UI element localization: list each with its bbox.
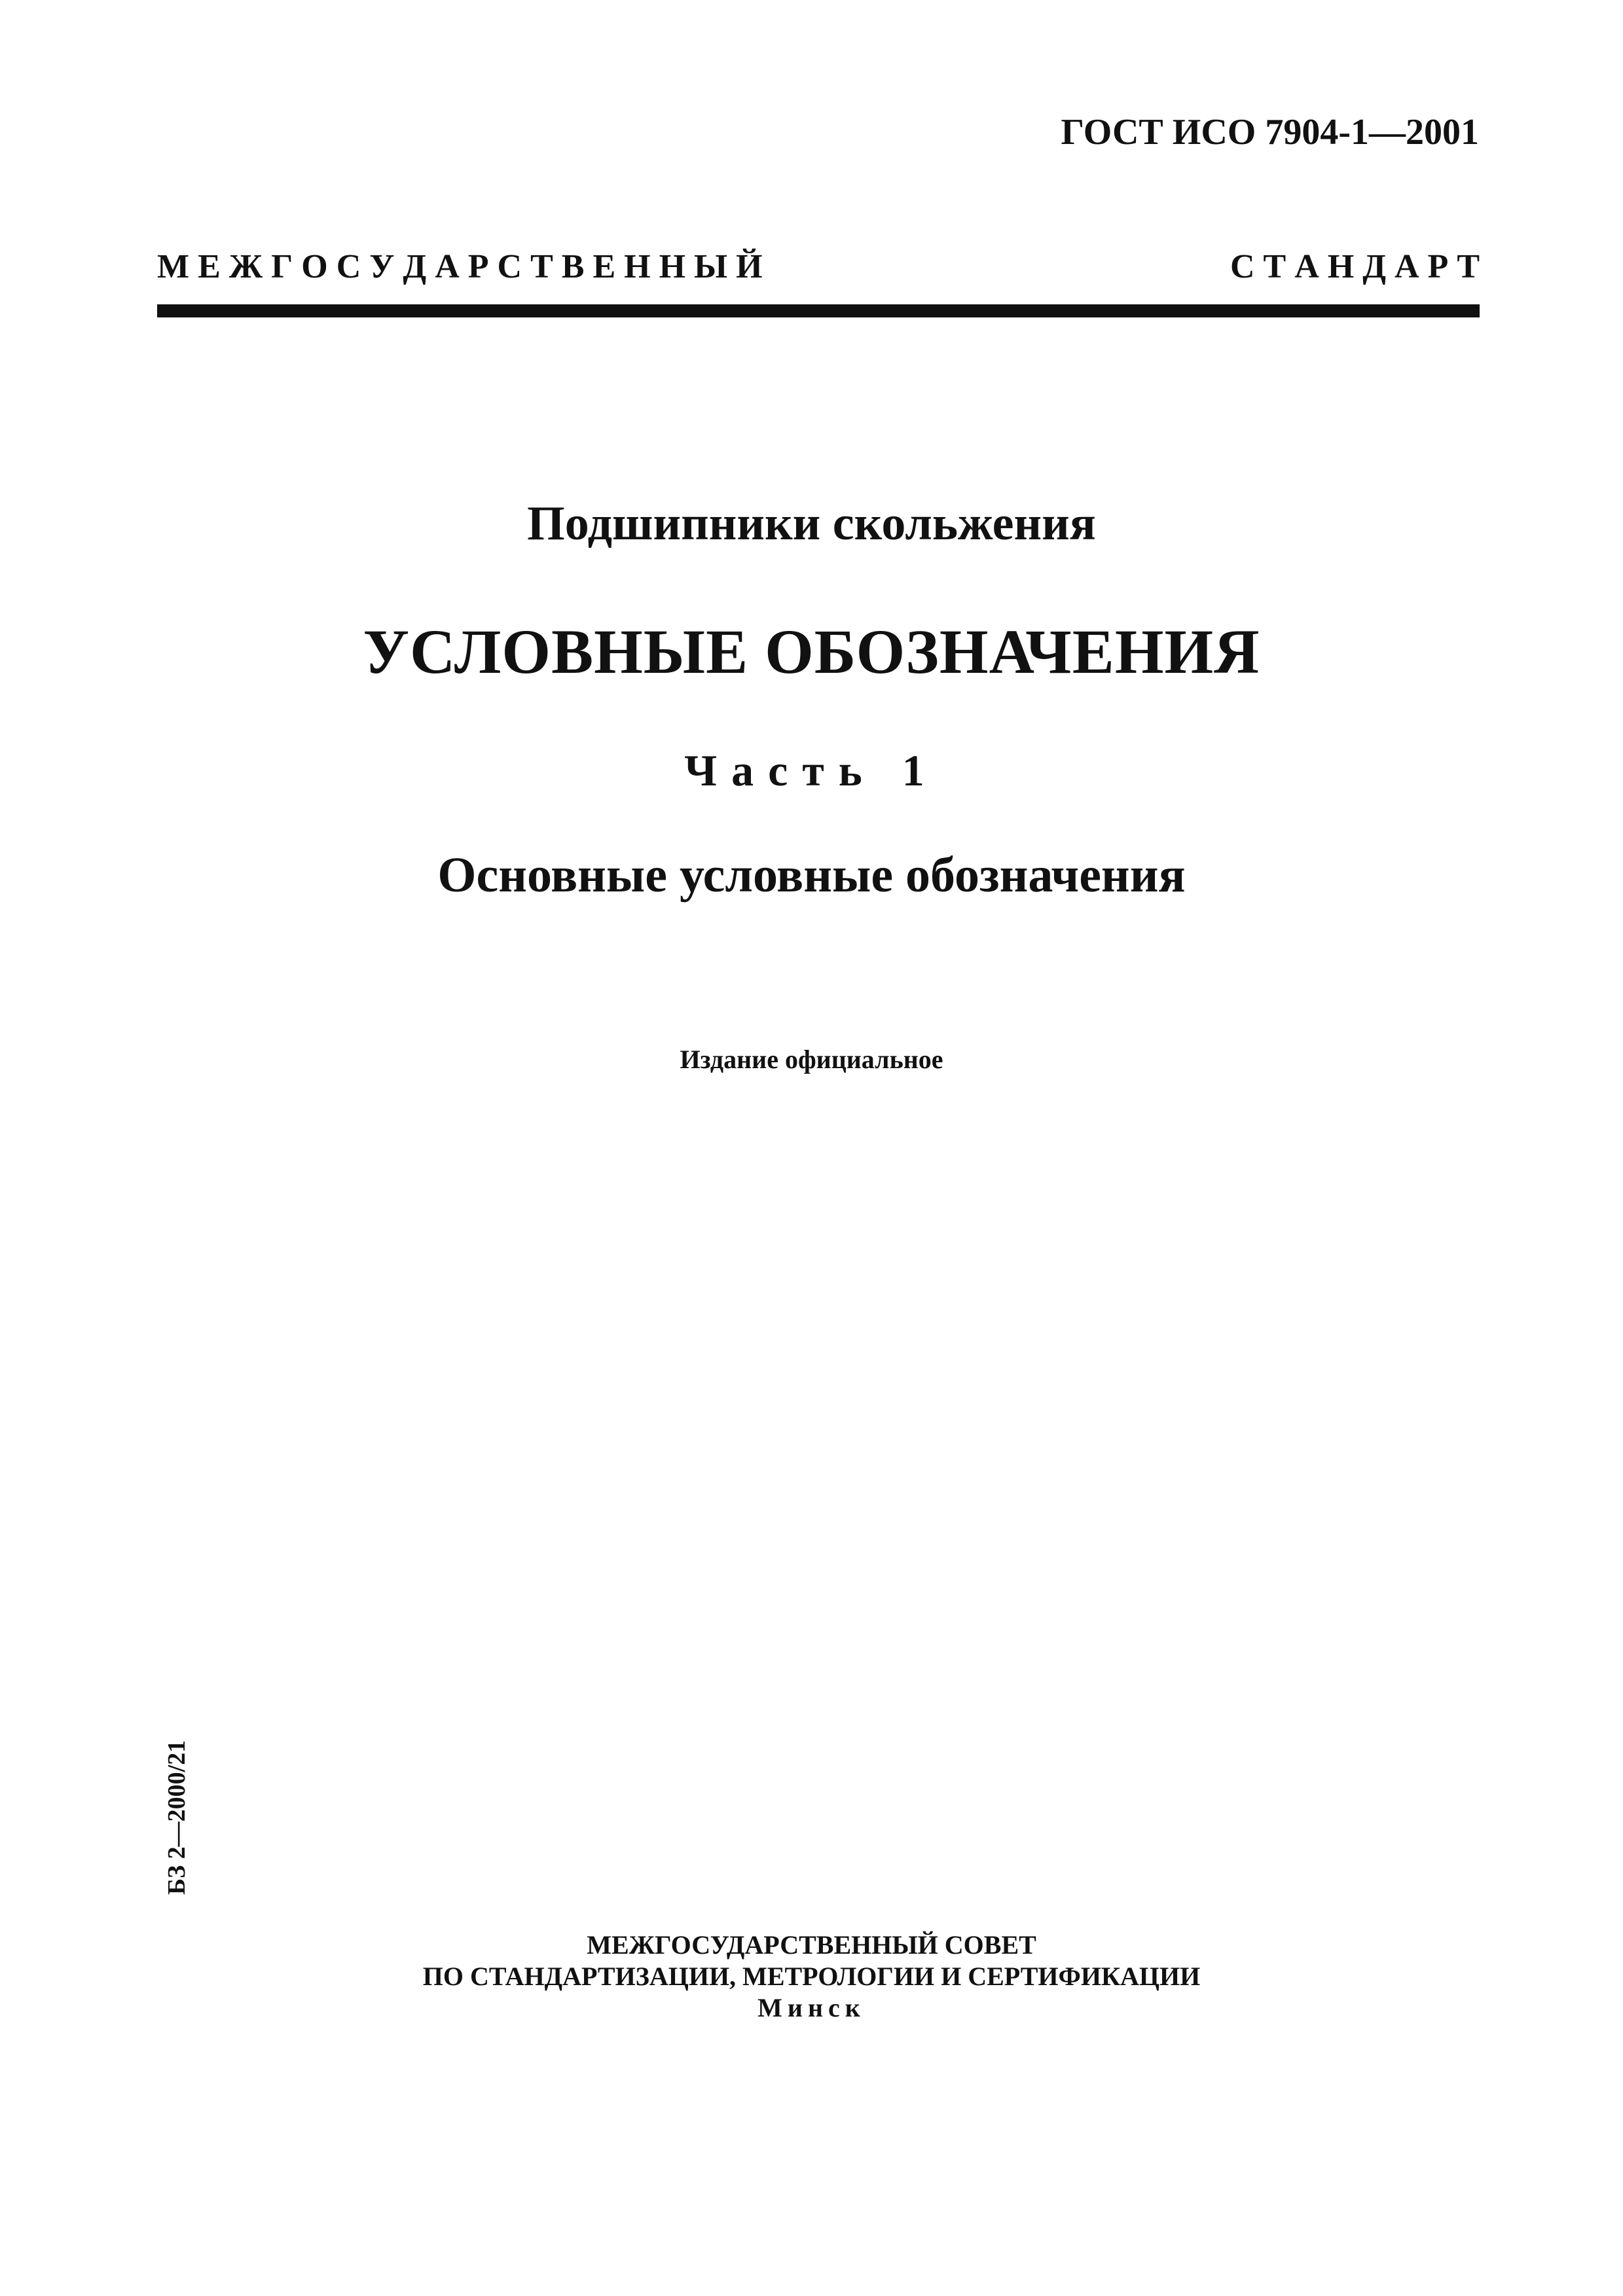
band-word-interstate: М Е Ж Г О С У Д А Р С Т В Е Н Н Ы Й [157, 248, 763, 285]
publisher-line-1: МЕЖГОСУДАРСТВЕННЫЙ СОВЕТ [587, 1930, 1036, 1960]
subtitle: Основные условные обозначения [437, 848, 1186, 903]
publisher-line-2: ПО СТАНДАРТИЗАЦИИ, МЕТРОЛОГИИ И СЕРТИФИКАЦИИ [422, 1962, 1201, 1991]
main-title: УСЛОВНЫЕ ОБОЗНАЧЕНИЯ [363, 617, 1260, 687]
header-rule [157, 304, 1480, 317]
interstate-standard-band [157, 247, 1480, 286]
subject-heading: Подшипники скольжения [527, 497, 1096, 550]
part-label: Часть 1 [684, 745, 939, 795]
side-catalog-note: БЗ 2—2000/21 [163, 1740, 191, 1895]
standard-code: ГОСТ ИСО 7904-1—2001 [1061, 112, 1479, 152]
band-word-standard: С Т А Н Д А Р Т [1230, 248, 1480, 285]
edition-note: Издание официальное [680, 1045, 943, 1074]
publisher-city: Минск [757, 1993, 866, 2022]
